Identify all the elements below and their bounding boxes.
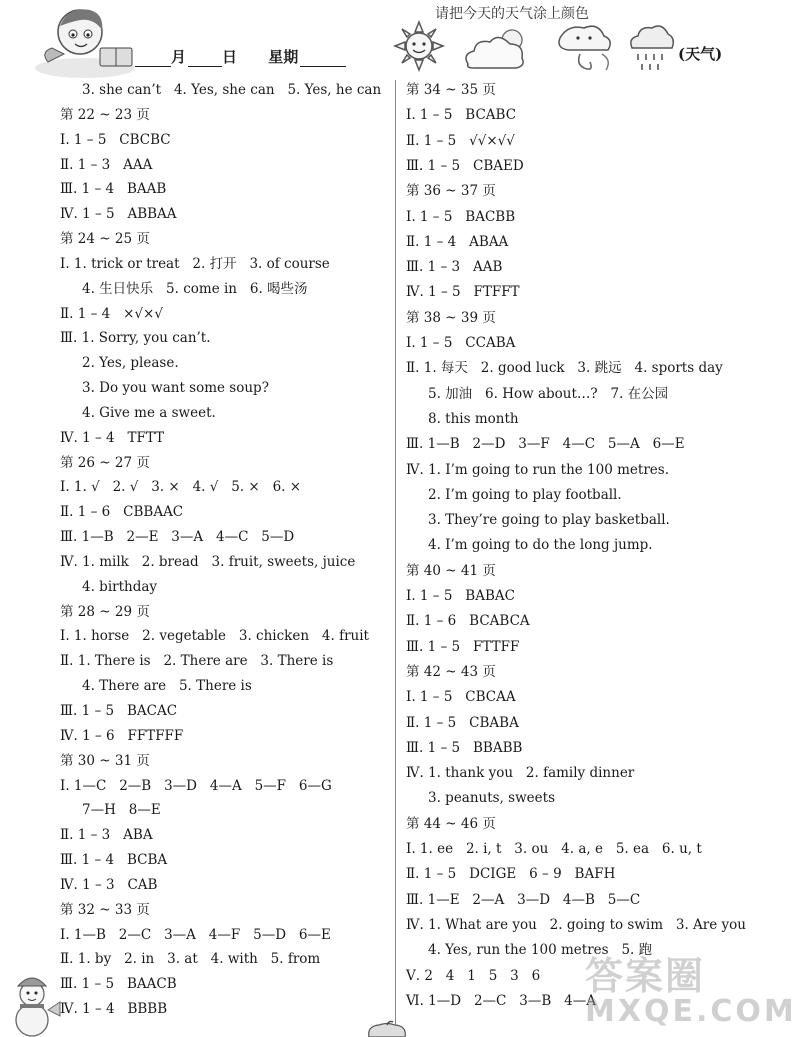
answer-line: Ⅲ. 1 – 5 FTTFF: [406, 638, 520, 655]
answer-line: 3. she can’t 4. Yes, she can 5. Yes, he can: [82, 82, 382, 98]
rain-icon[interactable]: [626, 20, 676, 76]
page-range-heading: 第 28 ~ 29 页: [60, 603, 150, 620]
answer-line: Ⅲ. 1 – 5 BBABB: [406, 739, 523, 756]
answer-line: Ⅱ. 1 – 3 ABA: [60, 827, 153, 844]
page-range-heading: 第 26 ~ 27 页: [60, 454, 150, 471]
wind-icon[interactable]: [550, 18, 620, 76]
page-range-heading: 第 42 ~ 43 页: [406, 663, 496, 680]
answer-line: Ⅳ. 1 – 6 FFTFFF: [60, 727, 184, 744]
answer-line: 4. Yes, run the 100 metres 5. 跑: [428, 942, 653, 959]
answer-line: Ⅲ. 1 – 4 BCBA: [60, 852, 168, 869]
answer-line: Ⅰ. 1. √ 2. √ 3. × 4. √ 5. × 6. ×: [60, 479, 302, 496]
answer-line: Ⅰ. 1 – 5 BACBB: [406, 208, 516, 225]
answer-line: Ⅰ. 1 – 5 CBCAA: [406, 689, 516, 706]
answer-line: 2. I’m going to play football.: [428, 486, 622, 503]
answer-line: Ⅳ. 1 – 4 TFTT: [60, 429, 165, 446]
page-range-heading: 第 38 ~ 39 页: [406, 309, 496, 326]
answer-line: 4. Give me a sweet.: [82, 404, 216, 421]
page-range-heading: 第 44 ~ 46 页: [406, 815, 496, 832]
answer-line: 4. I’m going to do the long jump.: [428, 537, 653, 554]
weekday-blank[interactable]: [300, 52, 346, 67]
answer-line: Ⅰ. 1 – 5 CBCBC: [60, 131, 171, 148]
answer-line: Ⅱ. 1 – 6 BCABCA: [406, 613, 530, 630]
answer-line: Ⅲ. 1—E 2—A 3—D 4—B 5—C: [406, 891, 641, 908]
page-range-heading: 第 24 ~ 25 页: [60, 231, 150, 248]
answer-line: Ⅱ. 1 – 4 ABAA: [406, 233, 509, 250]
page-range-heading: 第 40 ~ 41 页: [406, 562, 496, 579]
answer-line: Ⅱ. 1 – 5 CBABA: [406, 714, 519, 731]
answer-line: Ⅰ. 1—B 2—C 3—A 4—F 5—D 6—E: [60, 926, 331, 943]
page-range-heading: 第 30 ~ 31 页: [60, 752, 150, 769]
answer-line: Ⅱ. 1. 每天 2. good luck 3. 跳远 4. sports day: [406, 360, 723, 377]
watermark: [585, 945, 797, 1029]
answer-line: Ⅴ. 2 4 1 5 3 6: [406, 967, 541, 984]
page-range-heading: 第 34 ~ 35 页: [406, 82, 496, 98]
answer-line: 3. They’re going to play basketball.: [428, 512, 670, 529]
answer-line: 4. 生日快乐 5. come in 6. 喝些汤: [82, 280, 308, 297]
answer-line: Ⅰ. 1 – 5 BCABC: [406, 107, 517, 124]
answer-line: Ⅳ. 1. milk 2. bread 3. fruit, sweets, juice: [60, 553, 356, 570]
answer-line: Ⅰ. 1. ee 2. i, t 3. ou 4. a, e 5. ea 6. u, t: [406, 841, 702, 857]
page-range-heading: 第 22 ~ 23 页: [60, 106, 150, 123]
answer-line: Ⅲ. 1. Sorry, you can’t.: [60, 330, 211, 347]
watermark-logo: 答案圈: [585, 954, 706, 998]
answer-line: Ⅲ. 1 – 5 CBAED: [406, 157, 524, 174]
answer-line: Ⅰ. 1. horse 2. vegetable 3. chicken 4. fruit: [60, 628, 369, 645]
apple-ornament: [365, 1022, 409, 1037]
answer-line: Ⅱ. 1. There is 2. There are 3. There is: [60, 653, 334, 670]
weather-hint: 请把今天的天气涂上颜色: [435, 6, 589, 22]
day-blank[interactable]: [188, 52, 222, 67]
page-range-heading: 第 32 ~ 33 页: [60, 901, 150, 918]
sun-icon[interactable]: [393, 20, 445, 72]
sun-behind-cloud-icon[interactable]: [460, 24, 534, 74]
answer-line: Ⅲ. 1 – 5 BAACB: [60, 976, 177, 993]
page-range-heading: 第 36 ~ 37 页: [406, 183, 496, 200]
month-blank[interactable]: [135, 52, 171, 67]
page-header: [0, 0, 752, 80]
answer-line: 7—H 8—E: [82, 802, 161, 819]
answer-line: Ⅳ. 1. What are you 2. going to swim 3. Are you: [406, 916, 746, 933]
answer-line: Ⅰ. 1 – 5 BABAC: [406, 588, 515, 604]
column-divider: [395, 80, 396, 1030]
answer-line: Ⅳ. 1 – 5 FTFFT: [406, 284, 520, 301]
answer-line: Ⅳ. 1 – 3 CAB: [60, 876, 158, 893]
answer-line: Ⅰ. 1 – 5 CCABA: [406, 335, 516, 351]
answer-line: Ⅵ. 1—D 2—C 3—B 4—A: [406, 992, 596, 1009]
weekday-label: 星期: [268, 48, 299, 66]
child-reading-illustration: [30, 2, 140, 80]
date-fields: [135, 46, 346, 67]
answer-line: Ⅰ. 1. trick or treat 2. 打开 3. of course: [60, 255, 330, 272]
answer-line: 3. Do you want some soup?: [82, 380, 269, 397]
answer-line: Ⅳ. 1. thank you 2. family dinner: [406, 765, 635, 782]
answer-line: Ⅱ. 1 – 5 √√×√√: [406, 132, 515, 149]
answer-line: Ⅳ. 1 – 4 BBBB: [60, 1001, 168, 1018]
watermark-url: MXQE.COM: [585, 994, 797, 1029]
answer-line: Ⅱ. 1. by 2. in 3. at 4. with 5. from: [60, 951, 321, 968]
answer-line: Ⅲ. 1—B 2—E 3—A 4—C 5—D: [60, 529, 295, 546]
answer-line: 4. birthday: [82, 578, 158, 595]
month-label: 月: [171, 48, 187, 66]
day-label: 日: [222, 48, 238, 66]
answer-line: Ⅲ. 1 – 3 AAB: [406, 259, 503, 276]
weather-label: (天气): [678, 45, 723, 63]
answer-line: 2. Yes, please.: [82, 355, 179, 372]
answer-line: 8. this month: [428, 410, 519, 427]
answer-line: Ⅳ. 1. I’m going to run the 100 metres.: [406, 461, 669, 478]
answer-line: Ⅲ. 1 – 5 BACAC: [60, 703, 178, 719]
answer-line: Ⅱ. 1 – 4 ×√×√: [60, 305, 163, 322]
answer-line: Ⅱ. 1 – 3 AAA: [60, 156, 153, 173]
answer-line: Ⅲ. 1—B 2—D 3—F 4—C 5—A 6—E: [406, 436, 685, 453]
answer-line: Ⅰ. 1—C 2—B 3—D 4—A 5—F 6—G: [60, 777, 332, 794]
answer-line: Ⅱ. 1 – 5 DCIGE 6 – 9 BAFH: [406, 866, 616, 883]
answer-line: Ⅳ. 1 – 5 ABBAA: [60, 206, 177, 223]
answer-line: 4. There are 5. There is: [82, 678, 252, 695]
answer-line: Ⅱ. 1 – 6 CBBAAC: [60, 504, 184, 521]
answer-line: Ⅲ. 1 – 4 BAAB: [60, 181, 167, 198]
answer-line: 3. peanuts, sweets: [428, 790, 555, 807]
snowman-illustration: [2, 970, 64, 1037]
answer-line: 5. 加油 6. How about…? 7. 在公园: [428, 385, 669, 402]
